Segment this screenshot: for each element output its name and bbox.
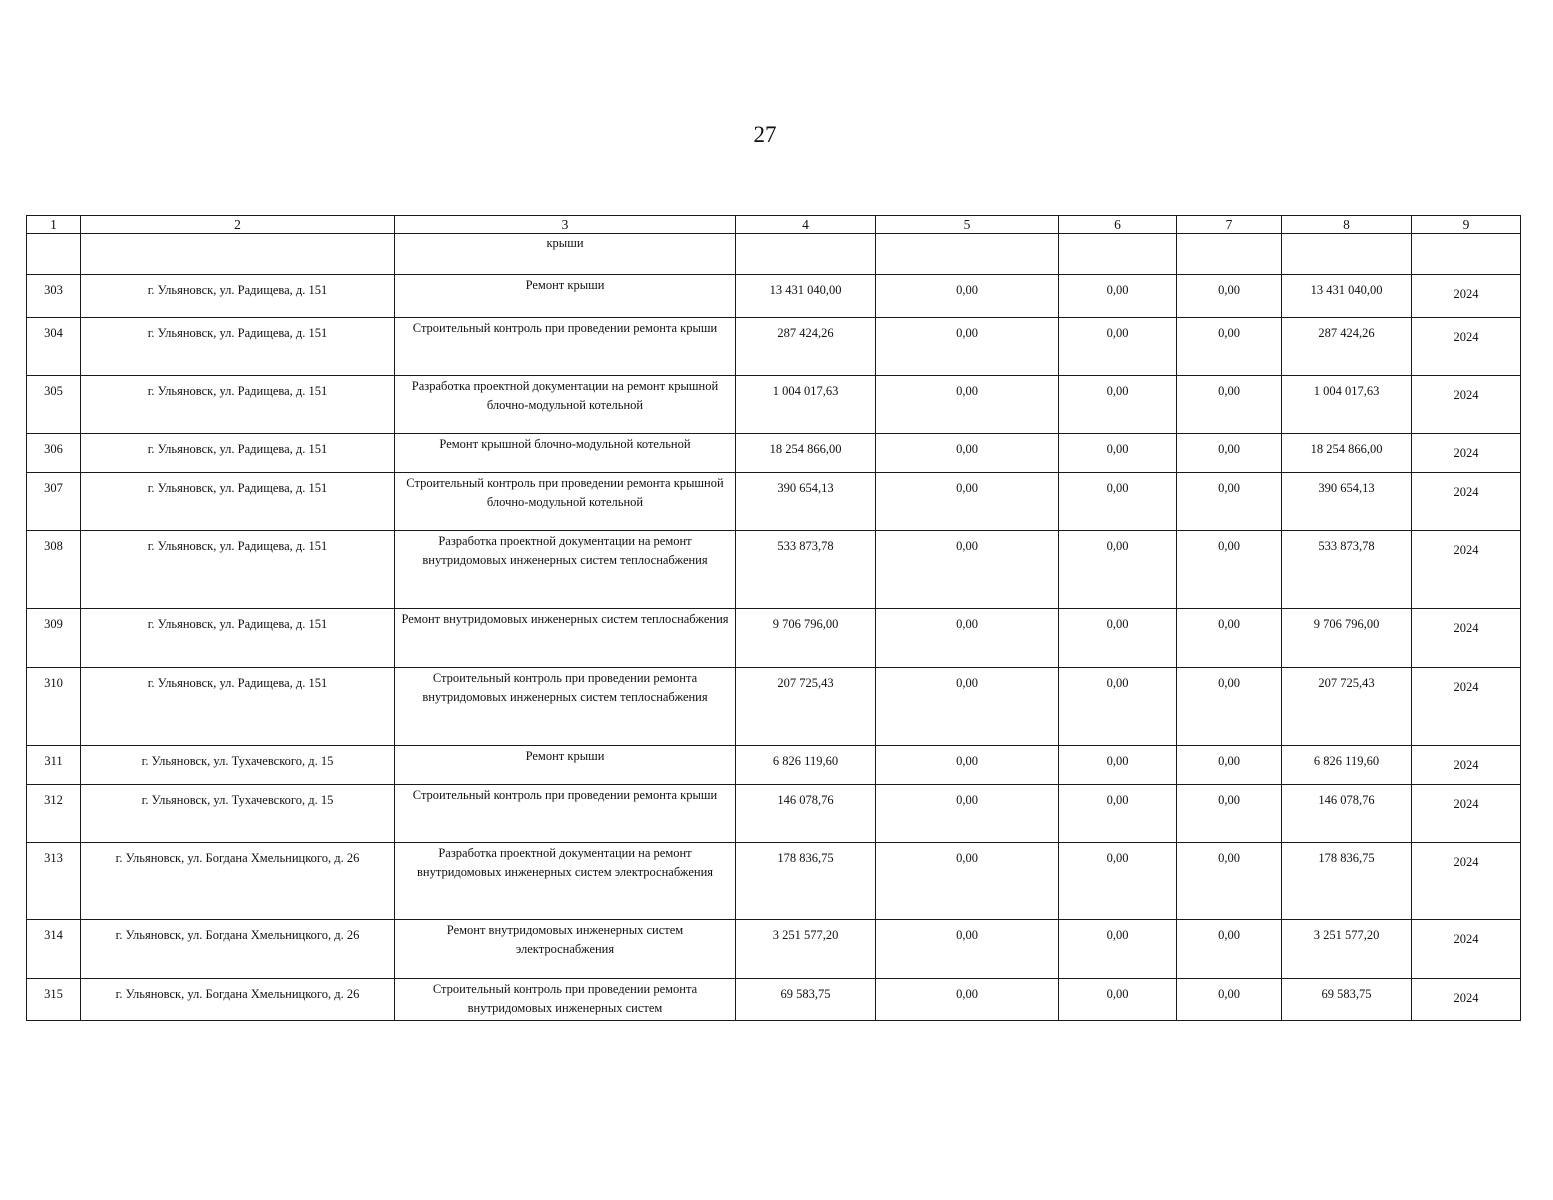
column-number-2: 2 [81, 216, 395, 234]
column-4-amount-cell: 533 873,78 [736, 531, 876, 609]
address-cell: г. Ульяновск, ул. Тухачевского, д. 15 [81, 746, 395, 785]
address-cell: г. Ульяновск, ул. Радищева, д. 151 [81, 473, 395, 531]
year-cell: 2024 [1412, 434, 1521, 473]
column-6-amount-cell: 0,00 [1059, 318, 1177, 376]
column-number-5: 5 [876, 216, 1059, 234]
column-7-amount-cell: 0,00 [1177, 434, 1282, 473]
column-6-amount-cell: 0,00 [1059, 275, 1177, 318]
work-type-cell: Разработка проектной документации на ремонт внутридомовых инженерных систем теплоснабжения [395, 531, 736, 609]
year-cell: 2024 [1412, 318, 1521, 376]
column-4-amount-cell: 178 836,75 [736, 843, 876, 920]
column-7-amount-cell: 0,00 [1177, 376, 1282, 434]
column-4-amount-cell: 9 706 796,00 [736, 609, 876, 668]
row-number-cell: 305 [27, 376, 81, 434]
row-number-cell: 303 [27, 275, 81, 318]
column-7-amount-cell: 0,00 [1177, 473, 1282, 531]
column-6-amount-cell: 0,00 [1059, 434, 1177, 473]
column-4-amount-cell: 69 583,75 [736, 979, 876, 1021]
column-6-amount-cell: 0,00 [1059, 920, 1177, 979]
address-cell: г. Ульяновск, ул. Радищева, д. 151 [81, 275, 395, 318]
work-type-cell: Ремонт внутридомовых инженерных систем электроснабжения [395, 920, 736, 979]
year-cell: 2024 [1412, 668, 1521, 746]
column-5-amount-cell: 0,00 [876, 746, 1059, 785]
table-row [27, 746, 1521, 785]
address-cell: г. Ульяновск, ул. Богдана Хмельницкого, д. 26 [81, 979, 395, 1021]
table-row [27, 979, 1521, 1021]
column-4-amount-cell: 207 725,43 [736, 668, 876, 746]
address-cell: г. Ульяновск, ул. Богдана Хмельницкого, д. 26 [81, 920, 395, 979]
column-5-amount-cell: 0,00 [876, 920, 1059, 979]
year-cell: 2024 [1412, 785, 1521, 843]
column-8-amount-cell: 533 873,78 [1282, 531, 1412, 609]
column-7-amount-cell: 0,00 [1177, 318, 1282, 376]
continuation-cell-6 [1059, 234, 1177, 275]
row-number-cell: 308 [27, 531, 81, 609]
work-type-cell: Разработка проектной документации на ремонт крышной блочно-модульной котельной [395, 376, 736, 434]
address-cell: г. Ульяновск, ул. Радищева, д. 151 [81, 531, 395, 609]
row-number-cell: 313 [27, 843, 81, 920]
column-5-amount-cell: 0,00 [876, 843, 1059, 920]
table-row [27, 843, 1521, 920]
continuation-no-cell [27, 234, 81, 275]
work-type-cell: Строительный контроль при проведении ремонта внутридомовых инженерных систем [395, 979, 736, 1021]
table-row [27, 434, 1521, 473]
address-cell: г. Ульяновск, ул. Радищева, д. 151 [81, 609, 395, 668]
continuation-cell-5 [876, 234, 1059, 275]
column-number-3: 3 [395, 216, 736, 234]
repair-register-table [26, 215, 1521, 1021]
column-4-amount-cell: 13 431 040,00 [736, 275, 876, 318]
work-type-cell: Ремонт крыши [395, 275, 736, 318]
table-row [27, 318, 1521, 376]
work-type-cell: Ремонт внутридомовых инженерных систем теплоснабжения [395, 609, 736, 668]
table-row [27, 668, 1521, 746]
row-number-cell: 314 [27, 920, 81, 979]
column-number-8: 8 [1282, 216, 1412, 234]
column-8-amount-cell: 6 826 119,60 [1282, 746, 1412, 785]
row-number-cell: 307 [27, 473, 81, 531]
column-8-amount-cell: 1 004 017,63 [1282, 376, 1412, 434]
row-number-cell: 306 [27, 434, 81, 473]
address-cell: г. Ульяновск, ул. Радищева, д. 151 [81, 668, 395, 746]
row-number-cell: 311 [27, 746, 81, 785]
page-number: 27 [753, 122, 777, 147]
column-8-amount-cell: 178 836,75 [1282, 843, 1412, 920]
year-cell: 2024 [1412, 609, 1521, 668]
column-4-amount-cell: 18 254 866,00 [736, 434, 876, 473]
row-number-cell: 312 [27, 785, 81, 843]
continuation-cell-8 [1282, 234, 1412, 275]
column-4-amount-cell: 287 424,26 [736, 318, 876, 376]
year-cell: 2024 [1412, 746, 1521, 785]
column-5-amount-cell: 0,00 [876, 434, 1059, 473]
continuation-cell-4 [736, 234, 876, 275]
column-5-amount-cell: 0,00 [876, 668, 1059, 746]
column-6-amount-cell: 0,00 [1059, 376, 1177, 434]
row-number-cell: 304 [27, 318, 81, 376]
work-type-cell: Ремонт крыши [395, 746, 736, 785]
table-row [27, 376, 1521, 434]
year-cell: 2024 [1412, 275, 1521, 318]
continuation-address-cell [81, 234, 395, 275]
column-7-amount-cell: 0,00 [1177, 531, 1282, 609]
continuation-work-cell: крыши [395, 234, 736, 275]
continuation-cell-9 [1412, 234, 1521, 275]
column-7-amount-cell: 0,00 [1177, 920, 1282, 979]
year-cell: 2024 [1412, 920, 1521, 979]
work-type-cell: Строительный контроль при проведении ремонта крыши [395, 785, 736, 843]
column-6-amount-cell: 0,00 [1059, 531, 1177, 609]
column-6-amount-cell: 0,00 [1059, 843, 1177, 920]
column-8-amount-cell: 390 654,13 [1282, 473, 1412, 531]
column-number-row [27, 216, 1521, 234]
column-8-amount-cell: 207 725,43 [1282, 668, 1412, 746]
column-number-4: 4 [736, 216, 876, 234]
column-8-amount-cell: 69 583,75 [1282, 979, 1412, 1021]
address-cell: г. Ульяновск, ул. Богдана Хмельницкого, д. 26 [81, 843, 395, 920]
column-number-9: 9 [1412, 216, 1521, 234]
table-row [27, 473, 1521, 531]
year-cell: 2024 [1412, 843, 1521, 920]
work-type-cell: Строительный контроль при проведении ремонта крышной блочно-модульной котельной [395, 473, 736, 531]
column-8-amount-cell: 13 431 040,00 [1282, 275, 1412, 318]
column-5-amount-cell: 0,00 [876, 376, 1059, 434]
work-type-cell: Ремонт крышной блочно-модульной котельной [395, 434, 736, 473]
address-cell: г. Ульяновск, ул. Радищева, д. 151 [81, 318, 395, 376]
column-6-amount-cell: 0,00 [1059, 746, 1177, 785]
column-7-amount-cell: 0,00 [1177, 746, 1282, 785]
table-row [27, 609, 1521, 668]
year-cell: 2024 [1412, 473, 1521, 531]
column-5-amount-cell: 0,00 [876, 473, 1059, 531]
address-cell: г. Ульяновск, ул. Радищева, д. 151 [81, 434, 395, 473]
column-5-amount-cell: 0,00 [876, 609, 1059, 668]
column-8-amount-cell: 3 251 577,20 [1282, 920, 1412, 979]
column-4-amount-cell: 390 654,13 [736, 473, 876, 531]
year-cell: 2024 [1412, 979, 1521, 1021]
column-4-amount-cell: 6 826 119,60 [736, 746, 876, 785]
column-4-amount-cell: 1 004 017,63 [736, 376, 876, 434]
column-6-amount-cell: 0,00 [1059, 979, 1177, 1021]
column-number-6: 6 [1059, 216, 1177, 234]
table-row [27, 531, 1521, 609]
column-number-1: 1 [27, 216, 81, 234]
column-5-amount-cell: 0,00 [876, 318, 1059, 376]
row-number-cell: 310 [27, 668, 81, 746]
table-row [27, 785, 1521, 843]
column-number-7: 7 [1177, 216, 1282, 234]
row-number-cell: 315 [27, 979, 81, 1021]
column-5-amount-cell: 0,00 [876, 531, 1059, 609]
column-8-amount-cell: 9 706 796,00 [1282, 609, 1412, 668]
column-7-amount-cell: 0,00 [1177, 609, 1282, 668]
column-7-amount-cell: 0,00 [1177, 979, 1282, 1021]
work-type-cell: Строительный контроль при проведении ремонта внутридомовых инженерных систем теплоснабжения [395, 668, 736, 746]
work-type-cell: Строительный контроль при проведении ремонта крыши [395, 318, 736, 376]
column-7-amount-cell: 0,00 [1177, 668, 1282, 746]
column-8-amount-cell: 146 078,76 [1282, 785, 1412, 843]
column-8-amount-cell: 18 254 866,00 [1282, 434, 1412, 473]
work-type-cell: Разработка проектной документации на ремонт внутридомовых инженерных систем электроснабжения [395, 843, 736, 920]
column-5-amount-cell: 0,00 [876, 785, 1059, 843]
column-7-amount-cell: 0,00 [1177, 843, 1282, 920]
address-cell: г. Ульяновск, ул. Радищева, д. 151 [81, 376, 395, 434]
row-number-cell: 309 [27, 609, 81, 668]
column-7-amount-cell: 0,00 [1177, 785, 1282, 843]
column-6-amount-cell: 0,00 [1059, 785, 1177, 843]
address-cell: г. Ульяновск, ул. Тухачевского, д. 15 [81, 785, 395, 843]
column-5-amount-cell: 0,00 [876, 275, 1059, 318]
year-cell: 2024 [1412, 376, 1521, 434]
table-row [27, 275, 1521, 318]
column-6-amount-cell: 0,00 [1059, 473, 1177, 531]
column-6-amount-cell: 0,00 [1059, 609, 1177, 668]
year-cell: 2024 [1412, 531, 1521, 609]
column-4-amount-cell: 146 078,76 [736, 785, 876, 843]
column-7-amount-cell: 0,00 [1177, 275, 1282, 318]
column-8-amount-cell: 287 424,26 [1282, 318, 1412, 376]
table-row [27, 920, 1521, 979]
column-5-amount-cell: 0,00 [876, 979, 1059, 1021]
continuation-cell-7 [1177, 234, 1282, 275]
column-4-amount-cell: 3 251 577,20 [736, 920, 876, 979]
continuation-row [27, 234, 1521, 275]
column-6-amount-cell: 0,00 [1059, 668, 1177, 746]
